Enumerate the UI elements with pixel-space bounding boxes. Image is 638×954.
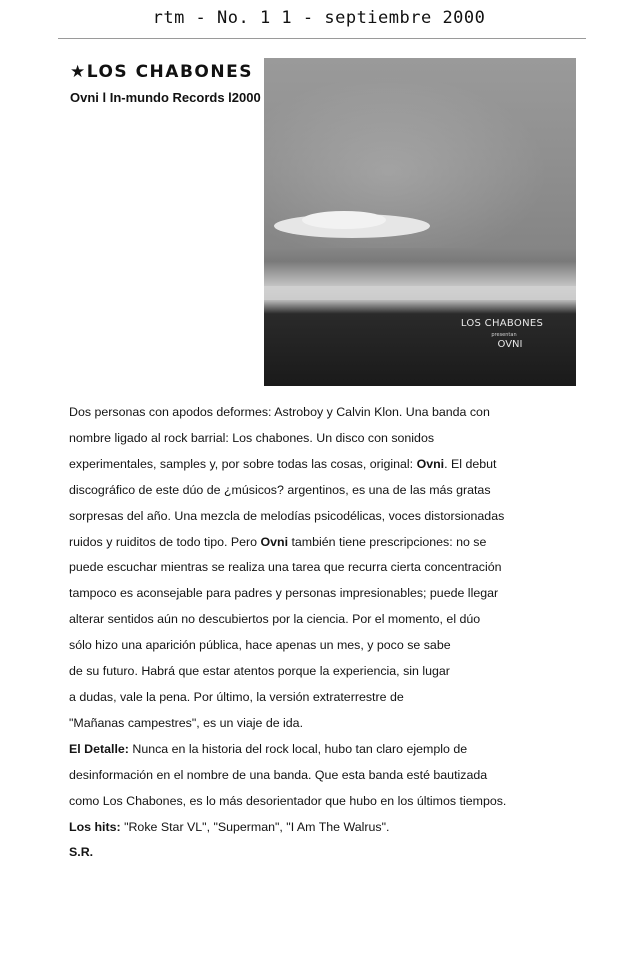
author-signature: S.R. <box>69 845 94 860</box>
hits-line <box>69 815 572 841</box>
body-line: sorpresas del año. Una mezcla de melodías psicodélicas, voces distorsionadas <box>69 508 505 523</box>
review-body <box>69 400 572 866</box>
body-line: a dudas, vale la pena. Por último, la versión extraterrestre de <box>69 689 404 704</box>
page-header: rtm - No. 1 1 - septiembre 2000 <box>152 8 486 28</box>
body-line: Dos personas con apodos deformes: Astroboy y Calvin Klon. Una banda con <box>69 405 490 419</box>
album-cover-image <box>264 58 576 386</box>
body-line <box>69 530 572 556</box>
header-divider <box>58 38 586 39</box>
cover-album-name: OVNI <box>497 339 523 350</box>
cover-presentan-text: presentan <box>491 332 517 338</box>
body-line: tampoco es aconsejable para padres y personas impresionables; puede llegar <box>69 586 499 601</box>
detalle-label: El Detalle: <box>69 741 129 756</box>
review-title: ★LOS CHABONES <box>70 62 253 82</box>
body-line: nombre ligado al rock barrial: Los chabones. Un disco con sonidos <box>69 430 435 445</box>
body-text: también tiene prescripciones: no se <box>288 534 487 549</box>
body-line: de su futuro. Habrá que estar atentos porque la experiencia, sin lugar <box>69 664 450 679</box>
album-name-bold: Ovni <box>416 456 445 471</box>
body-text: . El debut <box>444 456 497 471</box>
body-text: Nunca en la historia del rock local, hubo tan claro ejemplo de <box>128 741 468 756</box>
body-line: como Los Chabones, es lo más desorientador que hubo en los últimos tiempos. <box>69 793 507 808</box>
body-text: ruidos y ruiditos de todo tipo. Pero <box>69 534 261 549</box>
body-line: puede escuchar mientras se realiza una tarea que recurra cierta concentración <box>69 560 502 575</box>
hits-text: "Roke Star VL", "Superman", "I Am The Walrus". <box>120 819 390 834</box>
cover-band-name: LOS CHABONES <box>460 318 544 329</box>
body-line: desinformación en el nombre de una banda. Que esta banda esté bautizada <box>69 767 488 782</box>
horizon-band <box>264 286 576 300</box>
body-line <box>69 452 572 478</box>
album-name-bold: Ovni <box>260 534 289 549</box>
ufo-dome <box>302 211 386 229</box>
body-line: "Mañanas campestres", es un viaje de ida. <box>69 715 304 730</box>
body-line: alterar sentidos aún no descubiertos por la ciencia. Por el momento, el dúo <box>69 612 481 627</box>
review-subtitle: Ovni l In-mundo Records l2000 <box>70 90 261 105</box>
hits-label: Los hits: <box>69 819 121 834</box>
body-line: discográfico de este dúo de ¿músicos? argentinos, es una de las más gratas <box>69 482 491 497</box>
detalle-line <box>69 737 572 763</box>
body-text: experimentales, samples y, por sobre todas las cosas, original: <box>69 456 417 471</box>
body-line: sólo hizo una aparición pública, hace apenas un mes, y poco se sabe <box>69 638 451 653</box>
